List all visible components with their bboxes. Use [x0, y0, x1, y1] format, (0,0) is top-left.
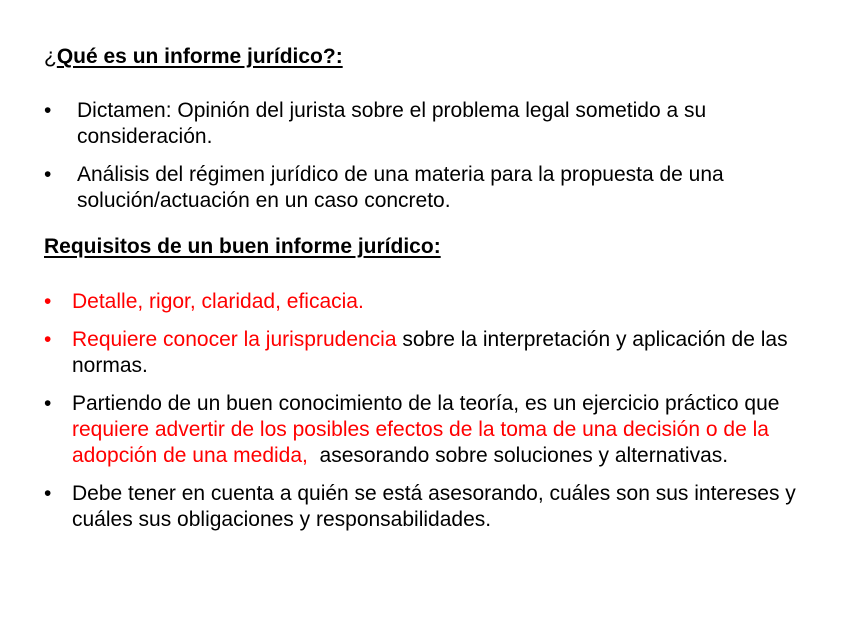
bullet-icon: •: [44, 328, 52, 351]
bullet-icon: •: [44, 482, 52, 505]
section-1-bullet-list: [0, 98, 848, 214]
bullet-text: sobre la interpretación y aplicación de las normas.: [72, 328, 788, 377]
section-2-heading: [44, 234, 441, 260]
highlighted-text: Detalle, rigor, claridad, eficacia.: [72, 290, 364, 313]
bullet-icon: •: [44, 163, 52, 186]
section-1-heading: [44, 44, 343, 70]
highlighted-text: requiere advertir de los posibles efectos de la toma de una decisión o de la adopción de una medida,: [72, 418, 769, 467]
list-item: [0, 98, 848, 150]
list-item: [0, 481, 848, 533]
bullet-text: Partiendo de un buen conocimiento de la teoría, es un ejercicio práctico que: [72, 392, 780, 415]
section-2-bullet-list: [0, 289, 848, 533]
bullet-text: Debe tener en cuenta a quién se está asesorando, cuáles son sus intereses y cuáles sus obligaciones y responsabilidades.: [72, 482, 796, 531]
section-2-title: Requisitos de un buen informe jurídico:: [44, 235, 441, 258]
section-1-title: Qué es un informe jurídico?:: [56, 45, 343, 68]
bullet-text: Dictamen: Opinión del jurista sobre el problema legal sometido a su consideración.: [77, 99, 707, 148]
list-item: [0, 327, 848, 379]
highlighted-text: Requiere conocer la jurisprudencia: [72, 328, 397, 351]
list-item: [0, 391, 848, 469]
list-item: [0, 162, 848, 214]
bullet-icon: •: [44, 99, 52, 122]
bullet-text: Análisis del régimen jurídico de una materia para la propuesta de una solución/actuación en un caso concreto.: [77, 163, 724, 212]
bullet-icon: •: [44, 392, 52, 415]
list-item: [0, 289, 848, 315]
bullet-icon: •: [44, 290, 52, 313]
bullet-text: asesorando sobre soluciones y alternativas.: [307, 444, 729, 467]
inverted-question-mark: ¿: [44, 45, 57, 68]
